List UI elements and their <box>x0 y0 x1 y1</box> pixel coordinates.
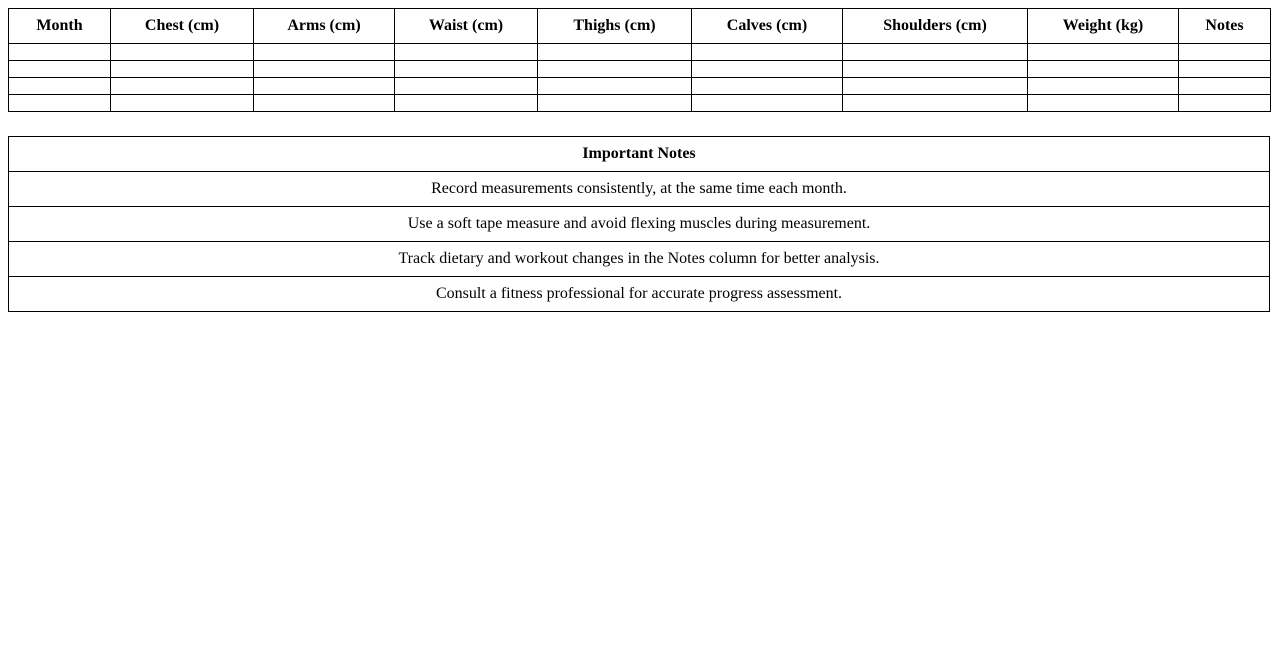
note-row <box>9 242 1270 277</box>
header-thighs: Thighs (cm) <box>538 9 692 44</box>
note-row <box>9 207 1270 242</box>
cell-shoulders[interactable] <box>843 44 1028 61</box>
cell-shoulders[interactable] <box>843 95 1028 112</box>
header-waist: Waist (cm) <box>395 9 538 44</box>
note-item: Consult a fitness professional for accurate progress assessment. <box>9 277 1270 312</box>
table-row <box>9 44 1271 61</box>
cell-thighs[interactable] <box>538 95 692 112</box>
cell-waist[interactable] <box>395 95 538 112</box>
header-weight: Weight (kg) <box>1028 9 1179 44</box>
cell-chest[interactable] <box>111 78 254 95</box>
cell-shoulders[interactable] <box>843 61 1028 78</box>
cell-weight[interactable] <box>1028 61 1179 78</box>
note-item: Use a soft tape measure and avoid flexing muscles during measurement. <box>9 207 1270 242</box>
cell-arms[interactable] <box>254 95 395 112</box>
important-notes-table <box>8 136 1270 312</box>
header-shoulders: Shoulders (cm) <box>843 9 1028 44</box>
cell-calves[interactable] <box>692 95 843 112</box>
cell-thighs[interactable] <box>538 78 692 95</box>
cell-month[interactable] <box>9 95 111 112</box>
cell-weight[interactable] <box>1028 78 1179 95</box>
notes-header-row <box>9 137 1270 172</box>
cell-arms[interactable] <box>254 78 395 95</box>
cell-weight[interactable] <box>1028 44 1179 61</box>
cell-month[interactable] <box>9 61 111 78</box>
cell-chest[interactable] <box>111 95 254 112</box>
cell-calves[interactable] <box>692 44 843 61</box>
header-notes: Notes <box>1179 9 1271 44</box>
cell-waist[interactable] <box>395 61 538 78</box>
cell-month[interactable] <box>9 44 111 61</box>
cell-thighs[interactable] <box>538 44 692 61</box>
header-month: Month <box>9 9 111 44</box>
cell-waist[interactable] <box>395 44 538 61</box>
header-chest: Chest (cm) <box>111 9 254 44</box>
cell-arms[interactable] <box>254 44 395 61</box>
cell-arms[interactable] <box>254 61 395 78</box>
cell-waist[interactable] <box>395 78 538 95</box>
cell-notes[interactable] <box>1179 61 1271 78</box>
notes-title: Important Notes <box>9 137 1270 172</box>
cell-calves[interactable] <box>692 61 843 78</box>
cell-notes[interactable] <box>1179 95 1271 112</box>
table-row <box>9 95 1271 112</box>
cell-chest[interactable] <box>111 61 254 78</box>
cell-thighs[interactable] <box>538 61 692 78</box>
cell-calves[interactable] <box>692 78 843 95</box>
cell-chest[interactable] <box>111 44 254 61</box>
cell-notes[interactable] <box>1179 44 1271 61</box>
header-calves: Calves (cm) <box>692 9 843 44</box>
header-arms: Arms (cm) <box>254 9 395 44</box>
measurements-table <box>8 8 1271 112</box>
table-row <box>9 61 1271 78</box>
note-item: Record measurements consistently, at the same time each month. <box>9 172 1270 207</box>
cell-shoulders[interactable] <box>843 78 1028 95</box>
note-row <box>9 277 1270 312</box>
cell-month[interactable] <box>9 78 111 95</box>
cell-notes[interactable] <box>1179 78 1271 95</box>
note-row <box>9 172 1270 207</box>
table-row <box>9 78 1271 95</box>
header-row <box>9 9 1271 44</box>
note-item: Track dietary and workout changes in the Notes column for better analysis. <box>9 242 1270 277</box>
cell-weight[interactable] <box>1028 95 1179 112</box>
